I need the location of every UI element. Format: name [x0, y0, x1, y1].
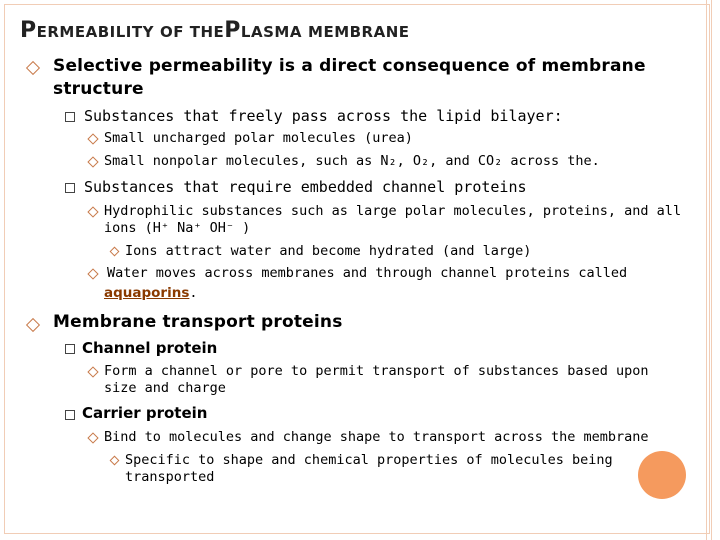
- bullet-text: ions (H⁺ Na⁺ OH⁻ ): [104, 220, 251, 236]
- bullet-text: Small uncharged polar molecules (urea): [104, 130, 413, 146]
- title-cap: P: [20, 18, 37, 43]
- bullet-text: Membrane transport proteins: [53, 312, 343, 332]
- bullet-text: Form a channel or pore to permit transport of substances based upon: [104, 363, 649, 379]
- bullet-text: Bind to molecules and change shape to transport across the membrane: [104, 429, 649, 445]
- title-word: LASMA: [240, 23, 302, 41]
- bullet-text: Ions attract water and become hydrated (and large): [125, 243, 532, 259]
- square-bullet-icon: [65, 410, 75, 420]
- square-bullet-icon: [65, 344, 75, 354]
- title-word: OF THE: [160, 23, 225, 41]
- bullet-text: Water moves across membranes and through channel proteins called: [107, 265, 628, 281]
- aquaporins-link[interactable]: aquaporins: [104, 285, 190, 301]
- square-bullet-icon: [65, 183, 75, 193]
- right-decor-strip: [688, 0, 720, 540]
- punctuation: .: [189, 285, 198, 301]
- bullet-text: Small nonpolar molecules, such as N₂, O₂, and CO₂ across the.: [104, 153, 600, 169]
- title-word: MEMBRANE: [308, 23, 410, 41]
- decor-line: [706, 0, 707, 540]
- decor-line: [711, 0, 712, 540]
- square-bullet-icon: [65, 112, 75, 122]
- bullet-text: Substances that freely pass across the lipid bilayer:: [84, 107, 563, 125]
- title-word: ERMEABILITY: [36, 23, 154, 41]
- bullet-text-line: [104, 285, 198, 301]
- title-cap: P: [224, 18, 241, 43]
- bullet-text: size and charge: [104, 380, 226, 396]
- bullet-text: structure: [53, 79, 144, 99]
- bullet-text: Channel protein: [82, 339, 218, 357]
- bullet-text: Specific to shape and chemical properties of molecules being: [125, 452, 613, 468]
- bullet-text: Selective permeability is a direct consequence of membrane: [53, 56, 646, 76]
- bullet-text: transported: [125, 469, 215, 485]
- slide-title: [20, 18, 410, 43]
- decor-circle: [638, 451, 686, 499]
- bullet-text: Carrier protein: [82, 404, 208, 422]
- bullet-text: Hydrophilic substances such as large polar molecules, proteins, and all: [104, 203, 682, 219]
- bullet-text: Substances that require embedded channel proteins: [84, 178, 527, 196]
